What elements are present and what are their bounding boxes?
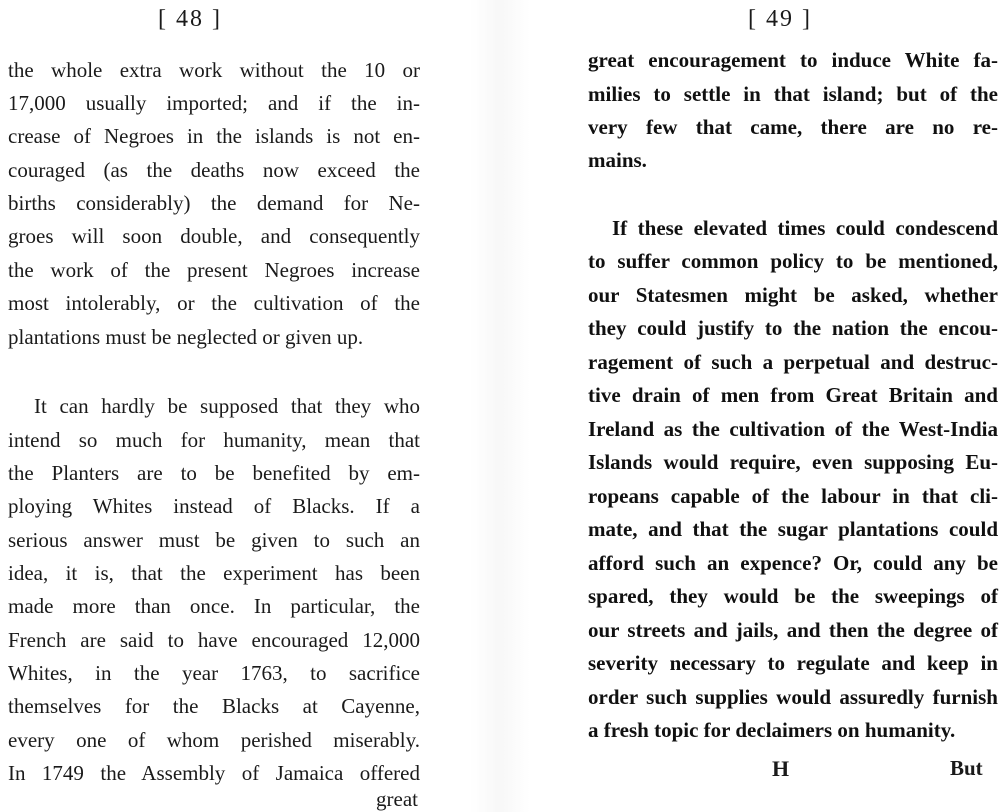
text-line: If these elevated times could condescend [612,216,998,240]
text-line: spared, they would be the sweepings of [588,584,998,608]
text-line: order such supplies would assuredly furnish [588,685,998,709]
gutter-shadow [470,0,530,812]
text-line: Islands would require, even supposing Eu- [588,450,998,474]
signature-mark: H [772,756,790,781]
text-line: a fresh topic for declaimers on humanity. [588,718,956,742]
text-line: couraged (as the deaths now exceed the [8,158,420,182]
text-line: Ireland as the cultivation of the West-India [588,417,998,441]
text-line: afford such an expence? Or, could any be [588,551,998,575]
text-line: they could justify to the nation the encou- [588,316,998,340]
text-line: the whole extra work without the 10 or [8,58,420,82]
text-line: ragement of such a perpetual and destruc- [588,350,998,374]
text-line: It can hardly be supposed that they who [34,394,420,418]
catchword: But [950,756,983,780]
text-line: serious answer must be given to such an [8,528,420,552]
text-line: groes will soon double, and consequently [8,224,420,248]
text-line: tive drain of men from Great Britain and [588,383,998,407]
text-line: crease of Negroes in the islands is not en- [8,124,420,148]
text-line: milies to settle in that island; but of the [588,82,998,106]
text-line: mate, and that the sugar plantations could [588,517,998,541]
text-line: ploying Whites instead of Blacks. If a [8,494,420,518]
text-line: every one of whom perished miserably. [8,728,420,752]
text-line: our streets and jails, and then the degree of [588,618,998,642]
text-line: ropeans capable of the labour in that cli- [588,484,998,508]
text-line: themselves for the Blacks at Cayenne, [8,694,420,718]
text-line: In 1749 the Assembly of Jamaica offered [8,761,420,785]
text-line: mains. [588,148,647,172]
text-line: French are said to have encouraged 12,000 [8,628,420,652]
text-line: births considerably) the demand for Ne- [8,191,420,215]
left-page [0,0,460,812]
text-line: great encouragement to induce White fa- [588,48,998,72]
text-line: to suffer common policy to be mentioned, [588,249,998,273]
text-line: the Planters are to be benefited by em- [8,461,420,485]
catchword: great [376,787,418,811]
text-line: 17,000 usually imported; and if the in- [8,91,420,115]
text-line: idea, it is, that the experiment has been [8,561,420,585]
right-page [570,0,1000,812]
text-line: the work of the present Negroes increase [8,258,420,282]
text-line: severity necessary to regulate and keep in [588,651,998,675]
page-number-48: [ 48 ] [158,6,222,32]
text-line: very few that came, there are no re- [588,115,998,139]
text-line: our Statesmen might be asked, whether [588,283,998,307]
text-line: most intolerably, or the cultivation of the [8,291,420,315]
text-line: Whites, in the year 1763, to sacrifice [8,661,420,685]
page-number-49: [ 49 ] [748,6,812,32]
text-line: plantations must be neglected or given up. [8,325,364,349]
text-line: made more than once. In particular, the [8,594,420,618]
text-line: intend so much for humanity, mean that [8,428,420,452]
